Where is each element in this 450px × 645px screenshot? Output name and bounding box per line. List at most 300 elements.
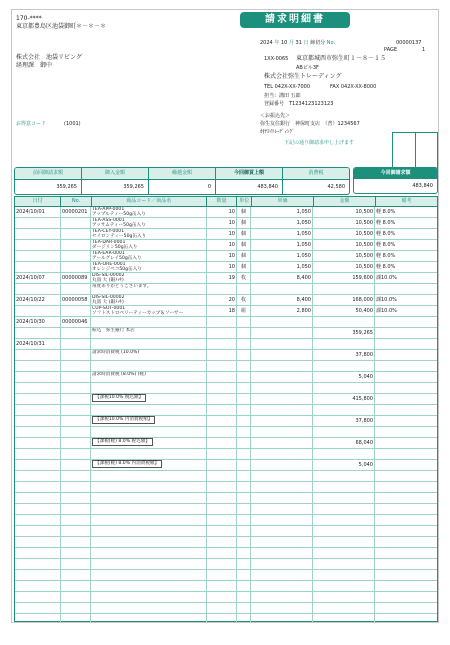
row-qty: [207, 339, 237, 349]
row-date: [15, 361, 61, 371]
table-row: [15, 317, 437, 328]
row-note: 軽 8.0%: [376, 231, 396, 237]
row-amount: [313, 537, 375, 547]
row-unit: [237, 350, 251, 360]
row-note: [375, 559, 437, 569]
row-price: [251, 350, 313, 360]
row-amount: 10,500: [313, 218, 375, 228]
row-no: [61, 449, 91, 459]
row-unit: 個: [237, 229, 251, 239]
row-no: [61, 548, 91, 558]
row-qty: [207, 603, 237, 613]
row-note: [375, 493, 437, 503]
row-item: [91, 372, 207, 382]
row-unit: [237, 438, 251, 448]
row-qty: [207, 372, 237, 382]
row-price: [251, 515, 313, 525]
row-price: 1,050: [251, 251, 313, 261]
row-unit: [237, 317, 251, 327]
table-row: [15, 471, 437, 482]
row-date: 2024/10/30: [15, 317, 61, 327]
total-value: 483,840: [412, 183, 433, 189]
row-amount: [313, 427, 375, 437]
document-title: 請求明細書: [240, 12, 350, 28]
summary-header-tax: 消費税: [283, 168, 349, 179]
row-item: [91, 438, 207, 448]
row-price: [251, 361, 313, 371]
row-unit: [237, 493, 251, 503]
row-amount: 10,500: [313, 229, 375, 239]
item-name: ダージリン50g缶入り: [92, 245, 138, 250]
header-amount: 金額: [314, 197, 376, 206]
row-unit: [237, 372, 251, 382]
row-unit: 組: [237, 306, 251, 316]
row-amount: [313, 515, 375, 525]
row-qty: [207, 493, 237, 503]
row-date: [15, 405, 61, 415]
row-note: [375, 548, 437, 558]
row-date: [15, 306, 61, 316]
row-qty: 10: [207, 262, 237, 272]
row-unit: 個: [237, 251, 251, 261]
page-number: 1: [422, 47, 426, 53]
row-date: [15, 438, 61, 448]
invoice-date: 2024 年 10 月 31 日 締切分 No.: [260, 40, 336, 46]
header-date: 日付: [15, 197, 61, 206]
row-note: 軽 8.0%: [376, 242, 396, 248]
item-name: 【課税10.0% 税込額】: [92, 394, 146, 402]
row-date: [15, 482, 61, 492]
row-item: [91, 383, 207, 393]
header-no: No.: [61, 197, 92, 206]
table-row: [15, 537, 437, 548]
row-unit: [237, 515, 251, 525]
issuer-person: 担当：溝田 五郎: [264, 93, 301, 99]
row-note: [375, 438, 437, 448]
row-item: [91, 427, 207, 437]
row-no: [61, 537, 91, 547]
row-price: [251, 317, 313, 327]
table-row: [15, 207, 437, 218]
row-no: [61, 614, 91, 622]
table-row: [15, 229, 437, 240]
row-qty: [207, 592, 237, 602]
row-amount: [313, 548, 375, 558]
row-amount: [313, 317, 375, 327]
row-amount: 159,600: [313, 273, 375, 283]
row-amount: [313, 504, 375, 514]
row-price: [251, 438, 313, 448]
row-note: [375, 460, 437, 470]
row-qty: [207, 570, 237, 580]
row-item: [91, 273, 207, 283]
item-code: CUP-SOT-0001: [92, 306, 126, 311]
table-row: [15, 570, 437, 581]
table-row: [15, 449, 437, 460]
row-unit: 枚: [237, 273, 251, 283]
row-amount: 415,800: [313, 394, 375, 404]
item-code: TEA-ORE-0001: [92, 262, 126, 267]
row-no: [61, 438, 91, 448]
item-code: DIS-SIL-00002: [92, 273, 125, 278]
row-qty: [207, 284, 237, 294]
row-price: [251, 372, 313, 382]
table-row: [15, 416, 437, 427]
row-unit: [237, 592, 251, 602]
item-name: 【課税(軽) 8.0% 内消費税額】: [92, 460, 162, 468]
row-qty: [207, 526, 237, 536]
row-note: [375, 471, 437, 481]
row-amount: [313, 339, 375, 349]
row-unit: [237, 416, 251, 426]
table-row: [15, 361, 437, 372]
row-no: [61, 306, 91, 316]
row-qty: [207, 394, 237, 404]
row-note: 軽 8.0%: [376, 209, 396, 215]
row-no: [61, 603, 91, 613]
item-name: オレンジペコ50g缶入り: [92, 267, 142, 272]
row-qty: 20: [207, 295, 237, 305]
item-name: セイロンティー50g缶入り: [92, 234, 147, 239]
row-qty: 10: [207, 229, 237, 239]
row-item: [91, 515, 207, 525]
row-note: [375, 284, 437, 294]
item-name: 【課税10.0% 内消費税額】: [92, 416, 155, 424]
row-date: [15, 603, 61, 613]
row-note: [375, 416, 437, 426]
row-date: [15, 493, 61, 503]
row-unit: [237, 504, 251, 514]
invoice-number: 00000137: [396, 40, 422, 46]
item-name: 請求時消費税 (10.0%): [92, 350, 140, 355]
summary-header-carry: 繰越金額: [149, 168, 216, 179]
table-row: [15, 383, 437, 394]
row-qty: [207, 537, 237, 547]
row-price: 8,400: [251, 295, 313, 305]
row-unit: [237, 383, 251, 393]
row-unit: 個: [237, 240, 251, 250]
row-item: [91, 570, 207, 580]
summary-value-carry: 0: [149, 180, 216, 194]
item-code: TEA-APP-0001: [92, 207, 125, 212]
row-price: [251, 339, 313, 349]
row-no: [61, 592, 91, 602]
row-date: [15, 240, 61, 250]
row-item: [91, 603, 207, 613]
row-date: [15, 383, 61, 393]
row-unit: [237, 339, 251, 349]
issuer-registration: 登録番号 T1234123123123: [264, 101, 334, 107]
row-price: [251, 570, 313, 580]
row-qty: [207, 416, 237, 426]
row-amount: 37,800: [313, 416, 375, 426]
row-item: [91, 394, 207, 404]
row-date: [15, 284, 61, 294]
row-date: [15, 449, 61, 459]
row-qty: [207, 515, 237, 525]
detail-table-header: [15, 197, 437, 207]
item-code: TEA-EAR-0001: [92, 251, 125, 256]
item-code: TEA-ASS-0001: [92, 218, 125, 223]
row-price: [251, 614, 313, 622]
row-price: [251, 460, 313, 470]
row-amount: 50,400: [313, 306, 375, 316]
row-unit: [237, 614, 251, 622]
table-row: [15, 328, 437, 339]
row-no: [61, 471, 91, 481]
row-date: [15, 394, 61, 404]
row-item: [91, 526, 207, 536]
row-no: [61, 372, 91, 382]
row-date: [15, 229, 61, 239]
row-item: [91, 460, 207, 470]
item-code: TEA-CEY-0001: [92, 229, 125, 234]
table-row: [15, 614, 437, 622]
table-row: [15, 460, 437, 471]
customer-address: 東京都豊島区池袋御町＊－＊－＊: [16, 23, 107, 30]
row-price: [251, 284, 313, 294]
row-unit: [237, 328, 251, 338]
summary-header-paid: 御入金額: [82, 168, 149, 179]
table-row: [15, 251, 437, 262]
row-no: 00000058: [61, 295, 91, 305]
bank-holder: ｶ)ﾔﾖｲﾄﾚｰﾃﾞｨﾝｸﾞ: [260, 129, 295, 135]
row-unit: [237, 581, 251, 591]
row-date: [15, 504, 61, 514]
row-date: [15, 614, 61, 622]
row-item: [91, 306, 207, 316]
header-note: 備考: [401, 198, 412, 204]
table-row: [15, 262, 437, 273]
table-row: [15, 218, 437, 229]
table-row: [15, 350, 437, 361]
table-row: [15, 504, 437, 515]
table-row: [15, 240, 437, 251]
row-note: [375, 592, 437, 602]
row-amount: 10,500: [313, 207, 375, 217]
row-amount: [313, 482, 375, 492]
invoice-sheet: [12, 10, 438, 622]
stamp-boxes: [392, 132, 438, 170]
row-item: [91, 405, 207, 415]
row-date: [15, 570, 61, 580]
row-note: [375, 515, 437, 525]
table-row: [15, 273, 437, 284]
row-qty: [207, 614, 237, 622]
row-note: [375, 383, 437, 393]
row-item: [91, 471, 207, 481]
row-note: [375, 405, 437, 415]
row-date: [15, 471, 61, 481]
total-label: 今回御請求額: [354, 168, 437, 179]
row-qty: 10: [207, 218, 237, 228]
summary-table: [14, 167, 350, 195]
row-item: [91, 416, 207, 426]
row-amount: [313, 361, 375, 371]
row-note: [375, 581, 437, 591]
row-price: [251, 526, 313, 536]
header-unit: 単位: [237, 197, 252, 206]
row-qty: [207, 427, 237, 437]
row-note: 軽 8.0%: [376, 220, 396, 226]
row-price: [251, 592, 313, 602]
row-item: [91, 350, 207, 360]
row-item: [91, 251, 207, 261]
summary-value-prev: 359,265: [15, 180, 82, 194]
row-amount: [313, 471, 375, 481]
row-no: [61, 383, 91, 393]
row-no: [61, 460, 91, 470]
issuer-tel: TEL 042X-XX-7000: [264, 84, 310, 90]
bank-account: 弥生友住銀行 神保町支店 （普）1234567: [260, 121, 360, 127]
row-unit: [237, 394, 251, 404]
row-unit: [237, 570, 251, 580]
table-row: [15, 493, 437, 504]
row-unit: [237, 405, 251, 415]
row-no: [61, 328, 91, 338]
row-qty: [207, 438, 237, 448]
issuer-building: ABビル3F: [296, 65, 319, 71]
row-date: [15, 548, 61, 558]
row-note: 課10.0%: [376, 275, 397, 281]
table-row: [15, 394, 437, 405]
row-price: [251, 493, 313, 503]
row-unit: [237, 603, 251, 613]
row-date: [15, 251, 61, 261]
row-note: [375, 482, 437, 492]
row-qty: [207, 548, 237, 558]
row-unit: [237, 361, 251, 371]
row-amount: 5,040: [313, 460, 375, 470]
row-qty: [207, 405, 237, 415]
row-date: [15, 515, 61, 525]
row-unit: [237, 526, 251, 536]
row-note: [375, 449, 437, 459]
row-price: 8,400: [251, 273, 313, 283]
row-note: 課10.0%: [376, 308, 397, 314]
billing-note: 下記の通り御請求申し上げます: [284, 140, 355, 146]
issuer-company: 株式会社弥生トレーディング: [264, 73, 342, 80]
summary-value-purchase: 483,840: [216, 180, 283, 194]
item-name: アールグレイ50g缶入り: [92, 256, 142, 261]
table-row: [15, 592, 437, 603]
row-date: [15, 218, 61, 228]
row-item: [91, 614, 207, 622]
row-item: [91, 559, 207, 569]
row-qty: 10: [207, 240, 237, 250]
row-date: [15, 262, 61, 272]
row-note: 軽 8.0%: [376, 264, 396, 270]
row-amount: 10,500: [313, 251, 375, 261]
row-date: [15, 537, 61, 547]
row-no: [61, 482, 91, 492]
row-amount: [313, 383, 375, 393]
header-qty: 数量: [207, 197, 238, 206]
row-no: [61, 262, 91, 272]
table-row: [15, 482, 437, 493]
row-no: 00000089: [61, 273, 91, 283]
item-name: ソフトストロベリーティーカップ＆ソーサー: [92, 311, 184, 316]
table-row: [15, 515, 437, 526]
row-price: 2,800: [251, 306, 313, 316]
row-amount: 68,040: [313, 438, 375, 448]
row-price: 1,050: [251, 240, 313, 250]
total-box: [353, 167, 438, 194]
row-date: [15, 581, 61, 591]
row-item: [91, 229, 207, 239]
row-item: [91, 449, 207, 459]
customer-code: (1001): [64, 121, 81, 127]
row-amount: 10,500: [313, 240, 375, 250]
summary-header-prev: 前回御請求額: [15, 168, 82, 179]
item-name: アッサムティー50g缶入り: [92, 223, 146, 228]
row-qty: [207, 328, 237, 338]
table-row: [15, 559, 437, 570]
row-price: [251, 603, 313, 613]
row-qty: [207, 482, 237, 492]
row-unit: [237, 548, 251, 558]
item-name: 【課税(軽) 8.0% 税込額】: [92, 438, 153, 446]
row-date: [15, 460, 61, 470]
row-note: [375, 339, 437, 349]
item-name: 毎度ありがとうございます。: [92, 284, 152, 289]
row-amount: 37,800: [313, 350, 375, 360]
row-item: [91, 339, 207, 349]
row-note: [375, 350, 437, 360]
customer-company: 株式会社 池袋リビング: [16, 54, 82, 61]
row-unit: [237, 471, 251, 481]
issuer-address: 東京都城西市弥生町１－８－１５: [296, 55, 387, 62]
table-row: [15, 295, 437, 306]
row-price: 1,050: [251, 229, 313, 239]
row-date: [15, 350, 61, 360]
row-price: [251, 537, 313, 547]
table-row: [15, 548, 437, 559]
row-no: 00000201: [61, 207, 91, 217]
row-note: [375, 372, 437, 382]
row-item: [91, 207, 207, 217]
row-amount: [313, 493, 375, 503]
row-date: [15, 559, 61, 569]
header-item: 商品コード／商品名: [92, 197, 207, 206]
row-amount: 5,040: [313, 372, 375, 382]
summary-header-purchase: 今回御買上額: [216, 168, 283, 179]
table-row: [15, 372, 437, 383]
row-item: [91, 328, 207, 338]
table-row: [15, 405, 437, 416]
table-row: [15, 306, 437, 317]
item-name: 丸皿 大 (銀ﾒｯｷ): [92, 278, 124, 283]
row-note: [375, 603, 437, 613]
issuer-fax: FAX 042X-XX-8000: [330, 84, 377, 90]
row-date: [15, 427, 61, 437]
bank-label: ＜お振込先＞: [260, 113, 291, 119]
row-item: [91, 295, 207, 305]
row-qty: [207, 317, 237, 327]
row-price: [251, 383, 313, 393]
row-qty: 10: [207, 251, 237, 261]
row-price: [251, 504, 313, 514]
item-name: 丸皿 大 (銀ﾒｯｷ): [92, 300, 124, 305]
row-qty: 10: [207, 207, 237, 217]
row-note: [375, 328, 437, 338]
row-note: [375, 526, 437, 536]
row-amount: 168,000: [313, 295, 375, 305]
row-price: [251, 416, 313, 426]
row-amount: [313, 581, 375, 591]
row-qty: [207, 361, 237, 371]
row-item: [91, 581, 207, 591]
